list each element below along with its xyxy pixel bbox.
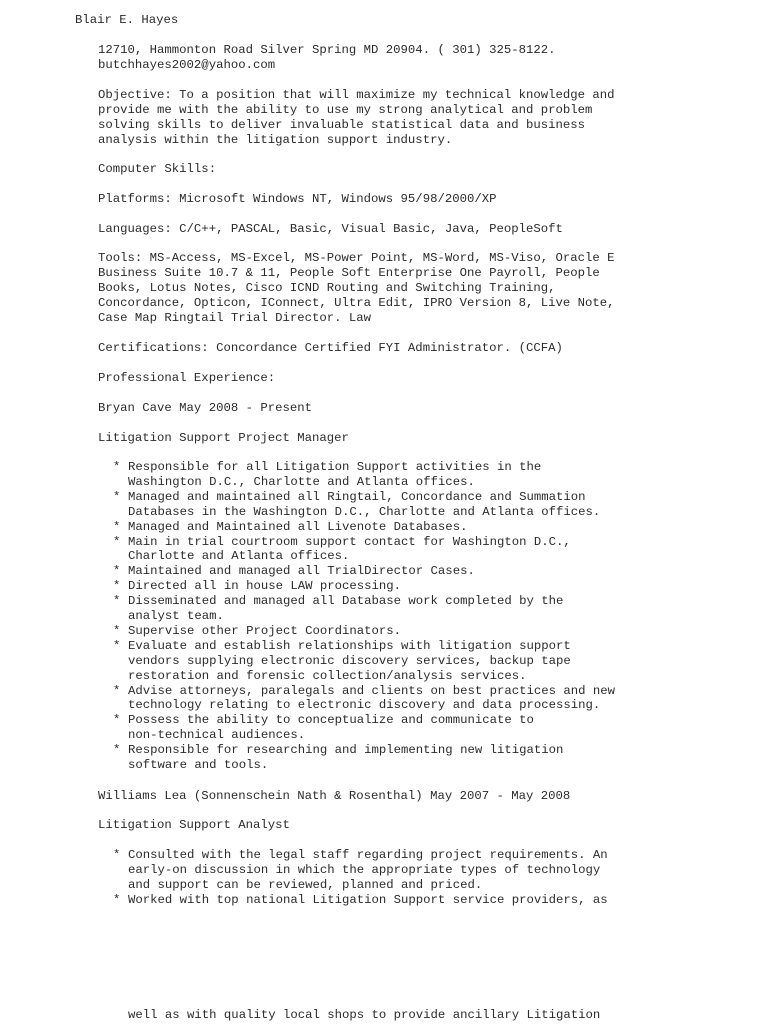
objective-line: solving skills to deliver invaluable statistical data and business	[98, 118, 586, 132]
bullet-marker: *	[113, 892, 121, 907]
bullet-item-text: Disseminated and managed all Database work completed by the	[128, 594, 564, 609]
bullet-marker: *	[113, 743, 121, 758]
professional-experience-heading: Professional Experience:	[98, 371, 276, 385]
bullet-item-continuation: early-on discussion in which the appropriate types of technology	[128, 862, 601, 877]
continued-bullet-line: well as with quality local shops to provide ancillary Litigation	[128, 1008, 601, 1022]
employer-line: Williams Lea (Sonnenschein Nath & Rosenthal) May 2007 - May 2008	[98, 789, 571, 803]
languages-line: Languages: C/C++, PASCAL, Basic, Visual Basic, Java, PeopleSoft	[98, 222, 563, 236]
bullet-item-text: Evaluate and establish relationships with litigation support	[128, 638, 571, 653]
bullet-item-text: Advise attorneys, paralegals and clients on best practices and new	[128, 683, 616, 698]
bullet-item-text: Main in trial courtroom support contact for Washington D.C.,	[128, 534, 571, 549]
bullet-marker: *	[113, 713, 121, 728]
bullet-item-text: Managed and Maintained all Livenote Databases.	[128, 519, 468, 534]
bullet-item-text: Possess the ability to conceptualize and communicate to	[128, 713, 534, 728]
bullet-item-text: Consulted with the legal staff regarding project requirements. An	[128, 848, 608, 862]
address-line: 12710, Hammonton Road Silver Spring MD 20904. ( 301) 325-8122.	[98, 43, 556, 57]
bullet-marker: *	[113, 534, 121, 549]
bullet-marker: *	[113, 848, 121, 862]
bullet-marker: *	[113, 579, 121, 594]
bullet-item-continuation: analyst team.	[128, 609, 224, 623]
bullet-item-continuation: Charlotte and Atlanta offices.	[128, 549, 350, 564]
bullet-item-text: Managed and maintained all Ringtail, Concordance and Summation	[128, 489, 586, 504]
bullet-item-continuation: technology relating to electronic discovery and data processing.	[128, 698, 601, 713]
bullet-marker: *	[113, 638, 121, 653]
bullet-marker: *	[113, 594, 121, 609]
tools-line: Case Map Ringtail Trial Director. Law	[98, 311, 372, 325]
bullet-marker: *	[113, 460, 121, 474]
tools-line: Business Suite 10.7 & 11, People Soft Enterprise One Payroll, People	[98, 266, 600, 280]
bullet-item-continuation: and support can be reviewed, planned and priced.	[128, 877, 483, 892]
employer-line: Bryan Cave May 2008 - Present	[98, 401, 313, 415]
bullet-marker: *	[113, 489, 121, 504]
bullet-item-continuation: vendors supplying electronic discovery services, backup tape	[128, 653, 571, 668]
bullet-item-continuation: restoration and forensic collection/analysis services.	[128, 668, 527, 683]
computer-skills-heading: Computer Skills:	[98, 162, 217, 176]
bullet-item-text: Responsible for all Litigation Support activities in the	[128, 460, 542, 474]
applicant-name: Blair E. Hayes	[75, 13, 179, 27]
bullet-marker: *	[113, 623, 121, 638]
bullet-item-continuation: non-technical audiences.	[128, 728, 306, 743]
certifications-line: Certifications: Concordance Certified FYI Administrator. (CCFA)	[98, 341, 563, 355]
tools-line: Tools: MS-Access, MS-Excel, MS-Power Point, MS-Word, MS-Viso, Oracle E	[98, 251, 615, 265]
objective-line: analysis within the litigation support industry.	[98, 133, 453, 147]
bullet-item-continuation: software and tools.	[128, 758, 269, 772]
bullet-marker: *	[113, 564, 121, 579]
platforms-line: Platforms: Microsoft Windows NT, Windows 95/98/2000/XP	[98, 192, 497, 206]
bullet-marker: *	[113, 519, 121, 534]
bullet-item-continuation: Washington D.C., Charlotte and Atlanta offices.	[128, 474, 475, 489]
tools-line: Concordance, Opticon, IConnect, Ultra Edit, IPRO Version 8, Live Note,	[98, 296, 615, 310]
job-title: Litigation Support Project Manager	[98, 431, 349, 445]
bullet-item-text: Maintained and managed all TrialDirector Cases.	[128, 564, 475, 579]
bullet-marker: *	[113, 683, 121, 698]
bullet-item-text: Supervise other Project Coordinators.	[128, 623, 402, 638]
objective-line: Objective: To a position that will maximize my technical knowledge and	[98, 88, 615, 102]
bullet-item-text: Responsible for researching and implementing new litigation	[128, 743, 564, 758]
tools-line: Books, Lotus Notes, Cisco ICND Routing and Switching Training,	[98, 281, 556, 295]
objective-line: provide me with the ability to use my strong analytical and problem	[98, 103, 593, 117]
bullet-item-text: Directed all in house LAW processing.	[128, 579, 402, 594]
bullet-item-text: Worked with top national Litigation Support service providers, as	[128, 892, 608, 907]
bullet-item-continuation: Databases in the Washington D.C., Charlotte and Atlanta offices.	[128, 504, 601, 519]
job-title: Litigation Support Analyst	[98, 818, 290, 832]
email-address: butchhayes2002@yahoo.com	[98, 58, 276, 72]
